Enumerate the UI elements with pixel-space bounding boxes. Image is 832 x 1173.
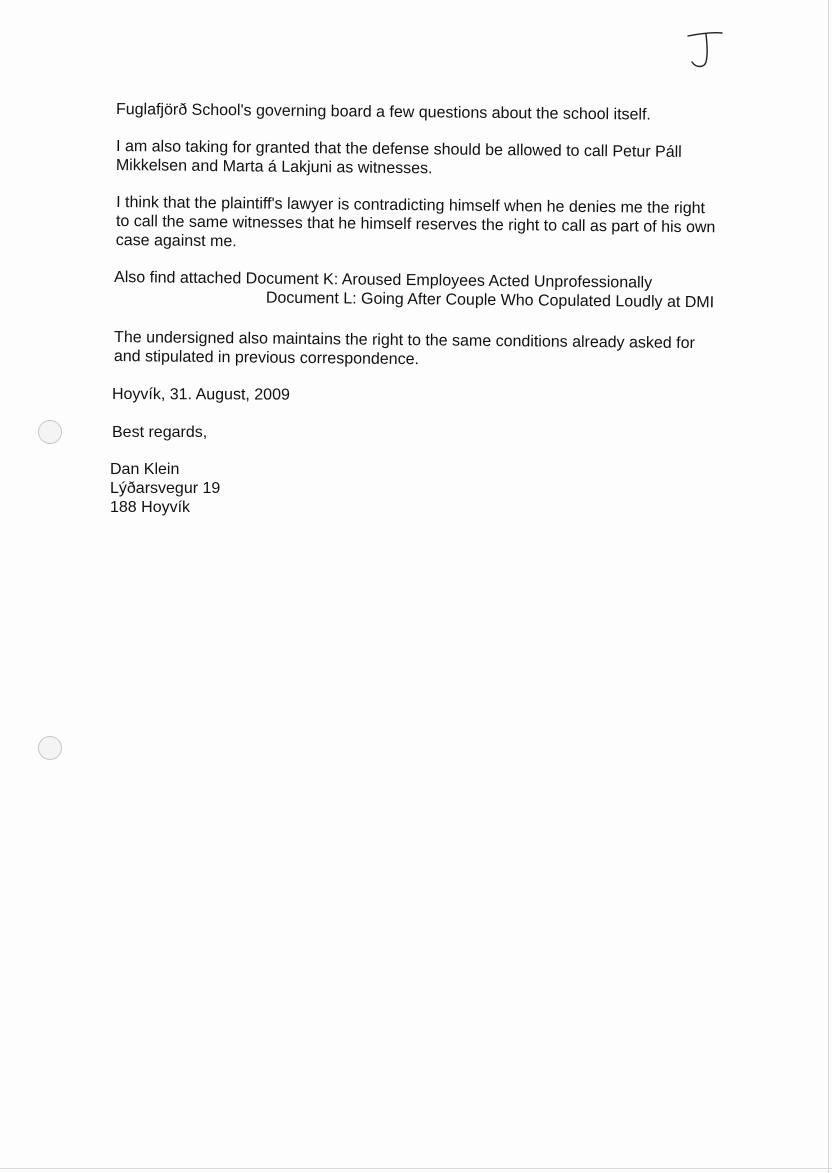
paragraph-plaintiff-lawyer xyxy=(116,193,716,256)
paragraph-line: The undersigned also maintains the right to the same conditions already asked for xyxy=(114,329,695,353)
place-date-text: Hoyvík, 31. August, 2009 xyxy=(111,386,290,404)
paragraph-attachments xyxy=(114,268,715,312)
paragraph-conditions xyxy=(114,328,695,372)
handwritten-letter-mark xyxy=(682,28,726,72)
signature-name: Dan Klein xyxy=(110,461,180,478)
attachment-document-k: Also find attached Document K: Aroused Employees Acted Unprofessionally xyxy=(114,269,653,292)
place-and-date xyxy=(112,385,290,405)
paragraph-line: I think that the plaintiff's lawyer is contradicting himself when he denies me the right xyxy=(116,194,706,218)
attachment-document-l: Document L: Going After Couple Who Copulated Loudly at DMI xyxy=(265,289,715,312)
signature-block xyxy=(110,460,220,517)
punch-hole-top xyxy=(38,420,62,444)
punch-hole-bottom xyxy=(38,736,62,760)
paragraph-school-board xyxy=(116,100,651,125)
closing-text: Best regards, xyxy=(112,424,208,441)
paragraph-line: case against me. xyxy=(115,231,237,251)
closing xyxy=(112,423,207,442)
paragraph-line: to call the same witnesses that he himself reserves the right to call as part of his own xyxy=(115,213,716,237)
page-edge-bottom xyxy=(0,1168,832,1169)
paragraph-line: Mikkelsen and Marta á Lakjuni as witnesses. xyxy=(115,156,433,178)
paragraph-line: I am also taking for granted that the defense should be allowed to call Petur Páll xyxy=(116,138,682,161)
signature-city: 188 Hoyvík xyxy=(110,499,191,516)
paragraph-line: Fuglafjörð School's governing board a few questions about the school itself. xyxy=(115,101,651,124)
signature-street: Lýðarsvegur 19 xyxy=(110,480,221,497)
paragraph-line: and stipulated in previous correspondence. xyxy=(113,347,420,369)
paragraph-defense-witnesses xyxy=(116,137,682,181)
page-edge-right xyxy=(828,0,829,1173)
